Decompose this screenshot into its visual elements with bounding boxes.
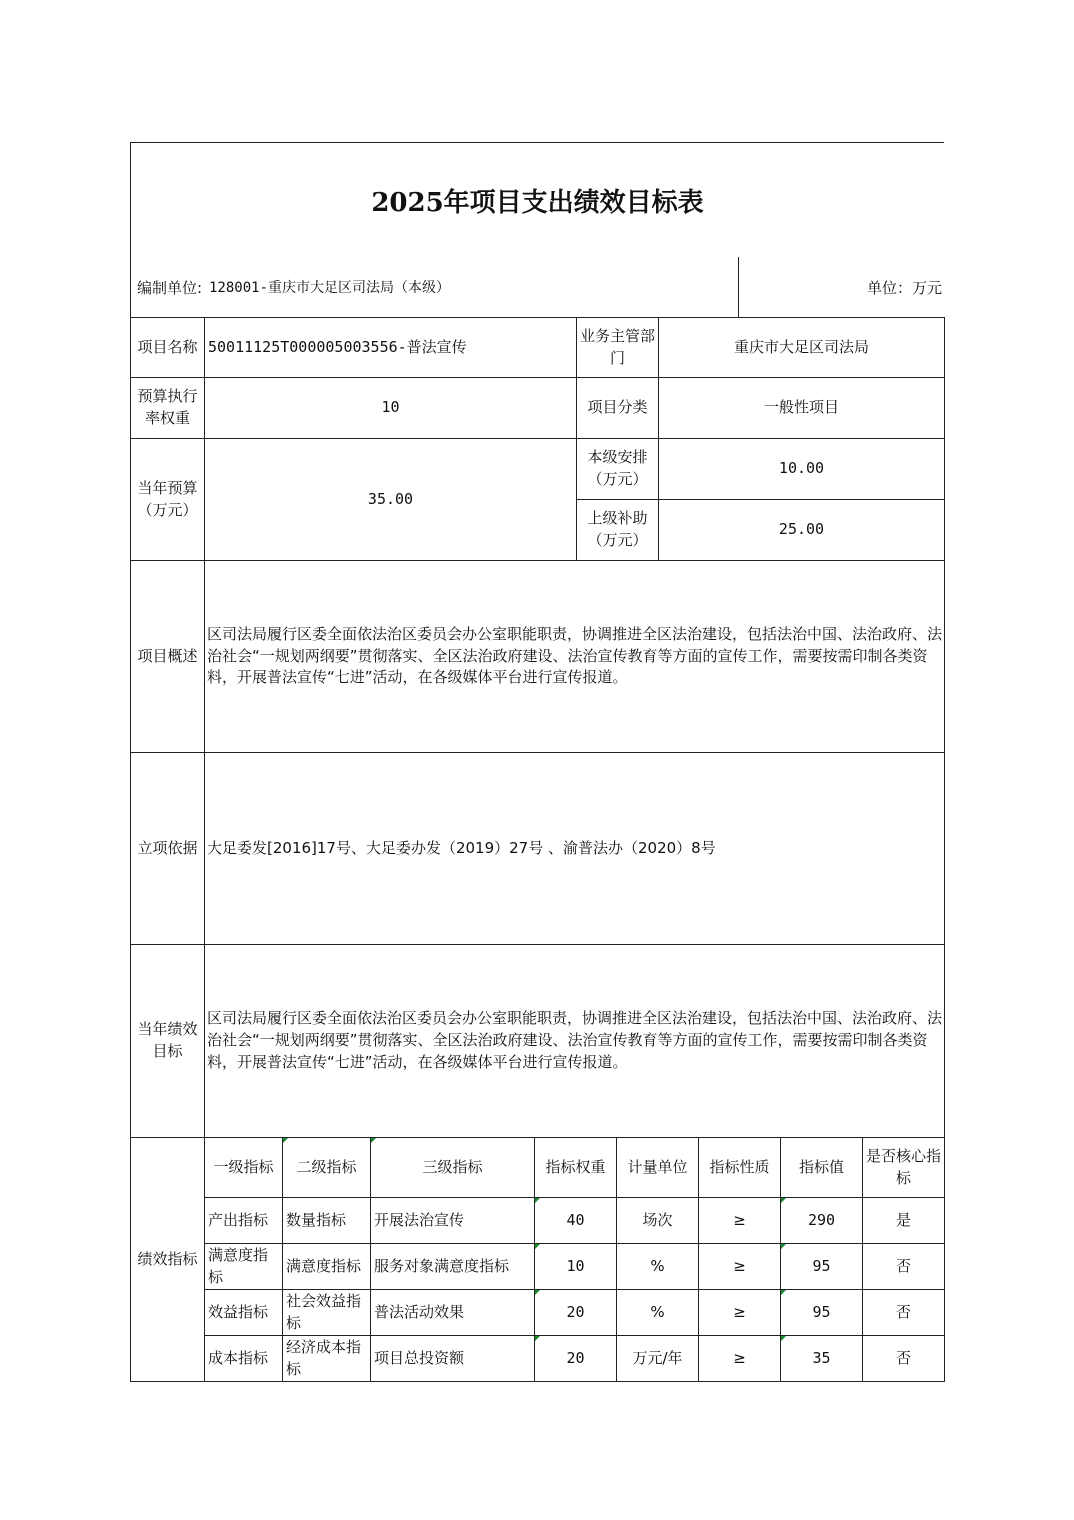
level2-cell: 满意度指标 (283, 1244, 371, 1290)
budget-label: 当年预算（万元） (131, 439, 205, 561)
goal-label: 当年绩效目标 (131, 945, 205, 1138)
indicator-row (131, 1198, 945, 1244)
unit-label: 编制单位: (137, 278, 203, 297)
level1-cell: 满意度指标 (205, 1244, 283, 1290)
info-table (130, 317, 945, 1138)
nature-cell: ≥ (699, 1290, 781, 1336)
level3-cell: 普法活动效果 (371, 1290, 535, 1336)
goal-text: 区司法局履行区委全面依法治区委员会办公室职能职责，协调推进全区法治建设，包括法治中国、法治政府、法治社会“一规划两纲要”贯彻落实、全区法治政府建设、法治宣传教育等方面的宣传工作，需要按需印制各类资料，开展普法宣传“七进”活动，在各级媒体平台进行宣传报道。 (205, 945, 945, 1138)
value-cell: 95 (781, 1290, 863, 1336)
indicator-row (131, 1336, 945, 1382)
header-level3: 三级指标 (371, 1138, 535, 1198)
level1-cell: 成本指标 (205, 1336, 283, 1382)
unit-value: 128001-重庆市大足区司法局（本级） (209, 280, 451, 296)
core-cell: 是 (863, 1198, 945, 1244)
nature-cell: ≥ (699, 1198, 781, 1244)
nature-cell: ≥ (699, 1244, 781, 1290)
weight-value: 10 (205, 378, 577, 439)
subsidy-value: 25.00 (659, 500, 945, 561)
core-cell: 否 (863, 1290, 945, 1336)
indicator-row (131, 1290, 945, 1336)
header-value: 指标值 (781, 1138, 863, 1198)
core-cell: 否 (863, 1244, 945, 1290)
budget-value: 35.00 (205, 439, 577, 561)
level3-cell: 项目总投资额 (371, 1336, 535, 1382)
level2-cell: 经济成本指标 (283, 1336, 371, 1382)
level2-cell: 社会效益指标 (283, 1290, 371, 1336)
header-level1: 一级指标 (205, 1138, 283, 1198)
local-value: 10.00 (659, 439, 945, 500)
header-level2: 二级指标 (283, 1138, 371, 1198)
local-label: 本级安排（万元） (577, 439, 659, 500)
category-value: 一般性项目 (659, 378, 945, 439)
unit-row (130, 257, 738, 317)
header-core: 是否核心指标 (863, 1138, 945, 1198)
unit-cell: 场次 (617, 1198, 699, 1244)
currency-cell (738, 257, 944, 317)
header-nature: 指标性质 (699, 1138, 781, 1198)
level1-cell: 产出指标 (205, 1198, 283, 1244)
dept-label: 业务主管部门 (577, 318, 659, 378)
project-name-label: 项目名称 (131, 318, 205, 378)
nature-cell: ≥ (699, 1336, 781, 1382)
level2-cell: 数量指标 (283, 1198, 371, 1244)
value-cell: 35 (781, 1336, 863, 1382)
header-weight: 指标权重 (535, 1138, 617, 1198)
level3-cell: 开展法治宣传 (371, 1198, 535, 1244)
unit-cell: 万元/年 (617, 1336, 699, 1382)
category-label: 项目分类 (577, 378, 659, 439)
basis-label: 立项依据 (131, 753, 205, 945)
dept-value: 重庆市大足区司法局 (659, 318, 945, 378)
overview-label: 项目概述 (131, 561, 205, 753)
unit-cell: % (617, 1290, 699, 1336)
indicator-table (130, 1137, 945, 1382)
indicator-row (131, 1244, 945, 1290)
basis-text: 大足委发[2016]17号、大足委办发（2019）27号 、渝普法办（2020）8号 (205, 753, 945, 945)
currency-label: 单位：万元 (866, 278, 942, 297)
weight-cell: 20 (535, 1290, 617, 1336)
sheet-title: 2025年项目支出绩效目标表 (130, 142, 944, 257)
overview-text: 区司法局履行区委全面依法治区委员会办公室职能职责，协调推进全区法治建设，包括法治中国、法治政府、法治社会“一规划两纲要”贯彻落实、全区法治政府建设、法治宣传教育等方面的宣传工作，需要按需印制各类资料，开展普法宣传“七进”活动，在各级媒体平台进行宣传报道。 (205, 561, 945, 753)
weight-label: 预算执行率权重 (131, 378, 205, 439)
weight-cell: 20 (535, 1336, 617, 1382)
header-unit: 计量单位 (617, 1138, 699, 1198)
value-cell: 290 (781, 1198, 863, 1244)
weight-cell: 10 (535, 1244, 617, 1290)
indicators-label: 绩效指标 (131, 1138, 205, 1382)
subsidy-label: 上级补助（万元） (577, 500, 659, 561)
unit-cell: % (617, 1244, 699, 1290)
project-name-value: 50011125T000005003556-普法宣传 (205, 318, 577, 378)
level3-cell: 服务对象满意度指标 (371, 1244, 535, 1290)
level1-cell: 效益指标 (205, 1290, 283, 1336)
value-cell: 95 (781, 1244, 863, 1290)
core-cell: 否 (863, 1336, 945, 1382)
weight-cell: 40 (535, 1198, 617, 1244)
